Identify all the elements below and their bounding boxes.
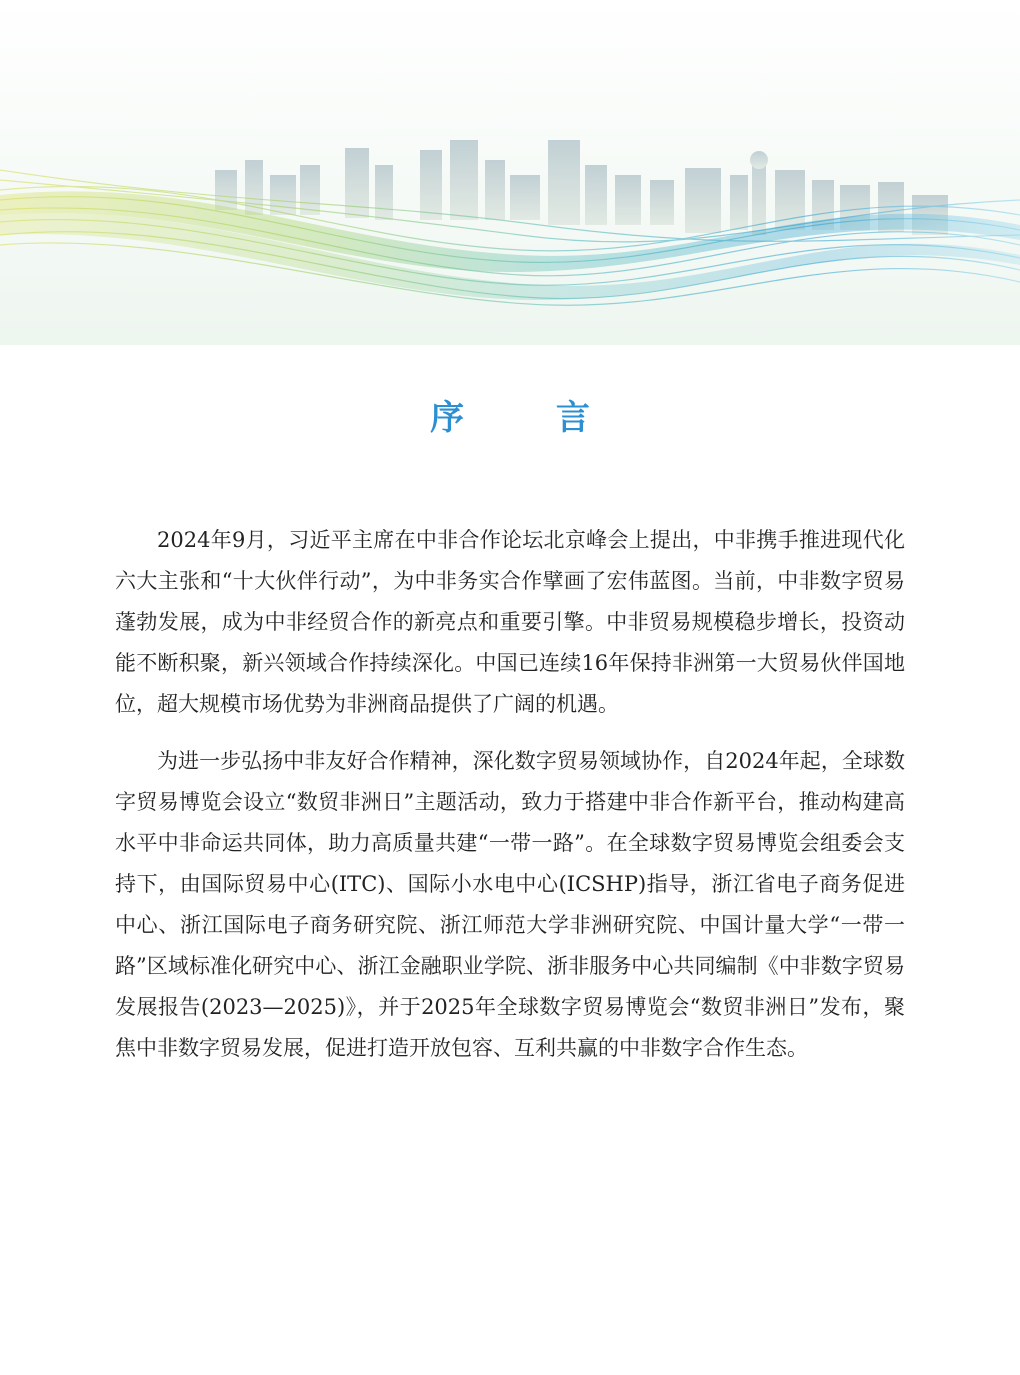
paragraph-2: 为进一步弘扬中非友好合作精神，深化数字贸易领域协作，自2024年起，全球数字贸易博览会设立“数贸非洲日”主题活动，致力于搭建中非合作新平台，推动构建高水平中非命运共同体，助力高质量共建“一带一路”。在全球数字贸易博览会组委会支持下，由国际贸易中心(ITC)、国际小水电中心(ICSHP)指导，浙江省电子商务促进中心、浙江国际电子商务研究院、浙江师范大学非洲研究院、中国计量大学“一带一路”区域标准化研究中心、浙江金融职业学院、浙非服务中心共同编制《中非数字贸易发展报告(2023—2025)》，并于2025年全球数字贸易博览会“数贸非洲日”发布，聚焦中非数字贸易发展，促进打造开放包容、互利共赢的中非数字合作生态。 [115, 749, 905, 1060]
paragraph-1: 2024年9月，习近平主席在中非合作论坛北京峰会上提出，中非携手推进现代化六大主张和“十大伙伴行动”，为中非务实合作擘画了宏伟蓝图。当前，中非数字贸易蓬勃发展，成为中非经贸合作的新亮点和重要引擎。中非贸易规模稳步增长，投资动能不断积聚，新兴领域合作持续深化。中国已连续16年保持非洲第一大贸易伙伴国地位，超大规模市场优势为非洲商品提供了广阔的机遇。 [115, 528, 905, 716]
preface-body [115, 520, 905, 1085]
page-title: 序 言 [430, 398, 630, 438]
header-banner-image [0, 0, 1020, 345]
